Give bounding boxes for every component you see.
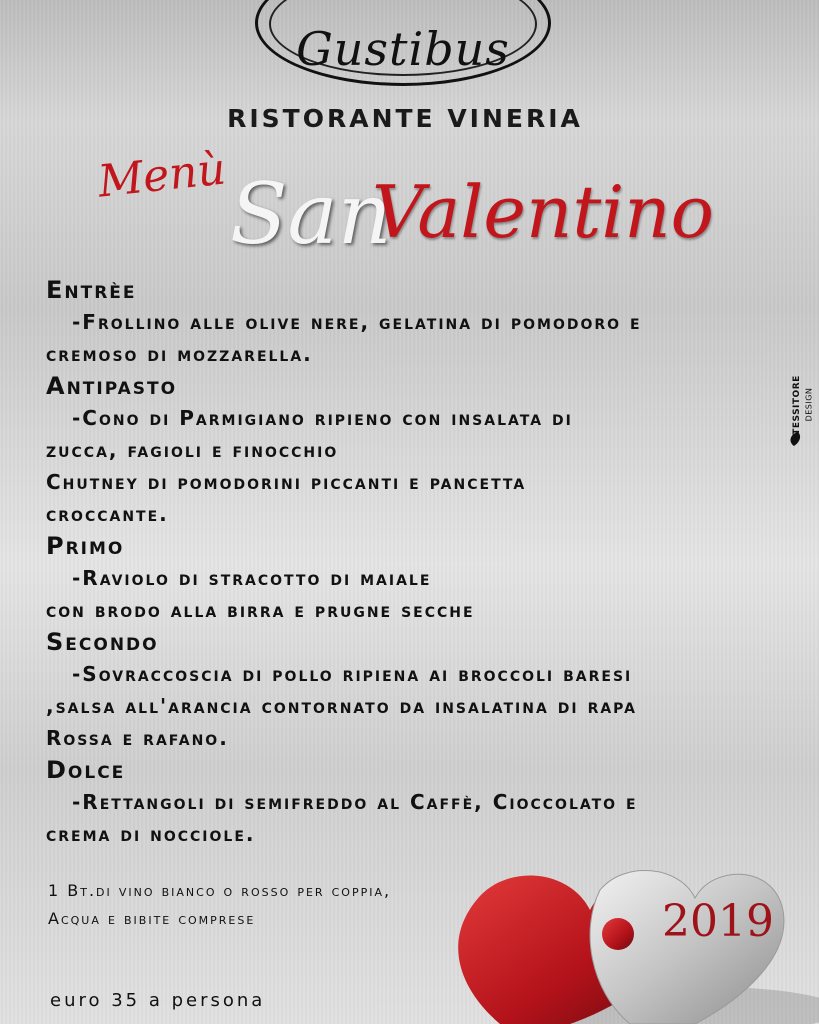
menu-line: cremoso di mozzarella. — [46, 342, 313, 366]
menu-notes — [48, 877, 391, 933]
restaurant-subtitle: RISTORANTE VINERIA — [227, 104, 583, 133]
menu-content — [46, 274, 776, 850]
title-menu: Menù — [95, 143, 229, 208]
designer-credit — [780, 372, 814, 452]
price-text: euro 35 a persona — [50, 990, 266, 1011]
menu-line: croccante. — [46, 502, 169, 526]
menu-line: -Cono di Parmigiano ripieno con insalata di — [72, 406, 573, 430]
menu-line: crema di nocciole. — [46, 822, 256, 846]
menu-line: Entrèe — [46, 276, 137, 304]
menu-line: -Rettangoli di semifreddo al Caffè, Cioccolato e — [72, 790, 638, 814]
menu-line: Antipasto — [46, 372, 178, 400]
menu-line: -Sovraccoscia di pollo ripiena ai broccoli baresi — [72, 662, 633, 686]
year-badge: 2019 — [662, 896, 774, 947]
menu-line: Chutney di pomodorini piccanti e pancetta — [46, 470, 527, 494]
logo-text: Gustibus — [296, 22, 510, 76]
menu-line: zucca, fagioli e finocchio — [46, 438, 339, 462]
menu-line: -Raviolo di stracotto di maiale — [72, 566, 432, 590]
menu-line: Primo — [46, 532, 125, 560]
notes-wine: 1 Bt.di vino bianco o rosso per coppia, — [48, 881, 392, 900]
designer-credit-sub: DESIGN — [804, 387, 814, 422]
menu-line: con brodo alla birra e prugne secche — [46, 598, 475, 622]
menu-line: Dolce — [46, 756, 126, 784]
menu-line: ,salsa all'arancia contornato da insalatina di rapa — [46, 694, 637, 718]
menu-line: Secondo — [46, 628, 159, 656]
restaurant-logo — [255, 0, 555, 90]
title-san: San — [230, 165, 392, 263]
menu-line: -Frollino alle olive nere, gelatina di pomodoro e — [72, 310, 642, 334]
title-valentino: Valentino — [372, 170, 714, 254]
menu-line: Rossa e rafano. — [46, 726, 229, 750]
notes-drinks: Acqua e bibite comprese — [48, 909, 256, 928]
designer-credit-name: TESSITORE — [792, 375, 802, 435]
